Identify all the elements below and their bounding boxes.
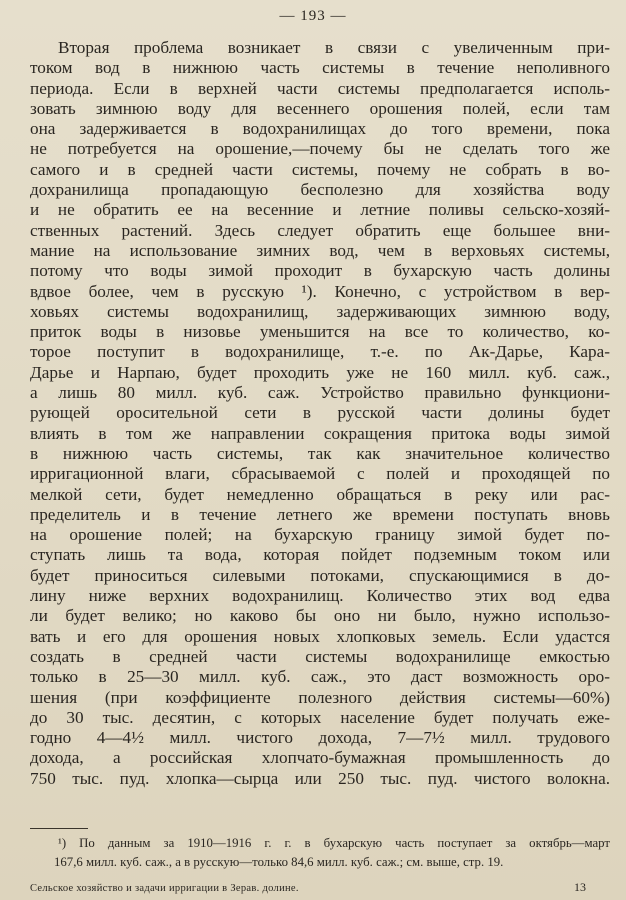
body-line: вдвое более, чем в русскую ¹). Конечно, с устройством в вер- [30,281,610,301]
body-line: рующей оросительной сети в русской части долины будет [30,403,610,423]
body-line: не потребуется на орошение,—почему бы не сделать того же [30,139,610,159]
page-number: — 193 — [279,8,347,24]
body-line: мелкой сети, будет немедленно обращаться в реку или рас- [30,484,610,504]
body-line: в нижнюю часть системы, так как значительное количество [30,443,610,463]
main-paragraph [30,38,610,789]
body-line: и не обратить ее на весенние и летние поливы сельско-хозяй- [30,200,610,220]
body-line: 750 тыс. пуд. хлопка—сырца или 250 тыс. пуд. чистого волокна. [30,768,610,788]
footnote-line: 167,6 милл. куб. саж., а в русскую—только 84,6 милл. куб. саж.; см. выше, стр. 19. [54,855,504,869]
body-line: только в 25—30 милл. куб. саж., это даст возможность оро- [30,667,610,687]
body-line: мание на использование зимних вод, чем в верховьях системы, [30,240,610,260]
body-line: ственных растений. Здесь следует обратить еще большее вни- [30,220,610,240]
body-line: потому что воды зимой проходит в бухарскую часть долины [30,261,610,281]
body-line: годно 4—4½ милл. чистого дохода, 7—7½ милл. трудового [30,728,610,748]
body-line: шения (при коэффициенте полезного действия системы—60%) [30,687,610,707]
body-line: ховьях системы водохранилищ, задерживающих зимнюю воду, [30,301,610,321]
running-footer: Сельское хозяйство и задачи ирригации в Зерав. долине. [30,883,299,894]
body-line: лину ниже верхних водохранилищ. Количество этих вод едва [30,586,610,606]
footnote-separator [30,828,88,829]
body-line: током вод в нижнюю часть системы в течение неполивного [30,58,610,78]
body-line: ирригационной влаги, сбрасываемой с полей и проходящей по [30,464,610,484]
footnote-line: ¹) По данным за 1910—1916 г. г. в бухарскую часть поступает за октябрь—март [58,836,610,850]
footnote [30,834,610,872]
body-line: Вторая проблема возникает в связи с увеличенным при- [58,38,610,57]
body-line: пределитель и в течение летнего же времени поступать вновь [30,504,610,524]
body-line: зовать зимнюю воду для весеннего орошения полей, если там [30,98,610,118]
body-line: на орошение полей; на бухарскую границу зимой будет по- [30,525,610,545]
body-line: приток воды в низовье уменьшится на все то количество, ко- [30,322,610,342]
body-line: вать и его для орошения новых хлопковых земель. Если удастся [30,626,610,646]
body-line: создать в средней части системы водохранилище емкостью [30,646,610,666]
body-line: а лишь 80 милл. куб. саж. Устройство правильно функциони- [30,383,610,403]
body-line: она задерживается в водохранилищах до того времени, пока [30,119,610,139]
body-line: влиять в том же направлении сокращения притока воды зимой [30,423,610,443]
printer-signature-mark: 13 [574,880,586,894]
body-line: периода. Если в верхней части системы предполагается исполь- [30,78,610,98]
body-line: дохода, а российская хлопчато-бумажная промышленность до [30,748,610,768]
body-line: дохранилища пропадающую бесполезно для хозяйства воду [30,180,610,200]
body-line: торое поступит в водохранилище, т.-е. по Ак-Дарье, Кара- [30,342,610,362]
body-line: будет приноситься силевыми потоками, спускающимися в до- [30,565,610,585]
body-line: ступать лишь та вода, которая пойдет подземным током или [30,545,610,565]
body-line: Дарье и Нарпаю, будет проходить уже не 160 милл. куб. саж., [30,362,610,382]
body-line: ли будет велико; но каково бы оно ни было, нужно использо- [30,606,610,626]
body-line: до 30 тыс. десятин, с которых население будет получать еже- [30,707,610,727]
body-line: самого и в средней части системы, почему не собрать в во- [30,159,610,179]
